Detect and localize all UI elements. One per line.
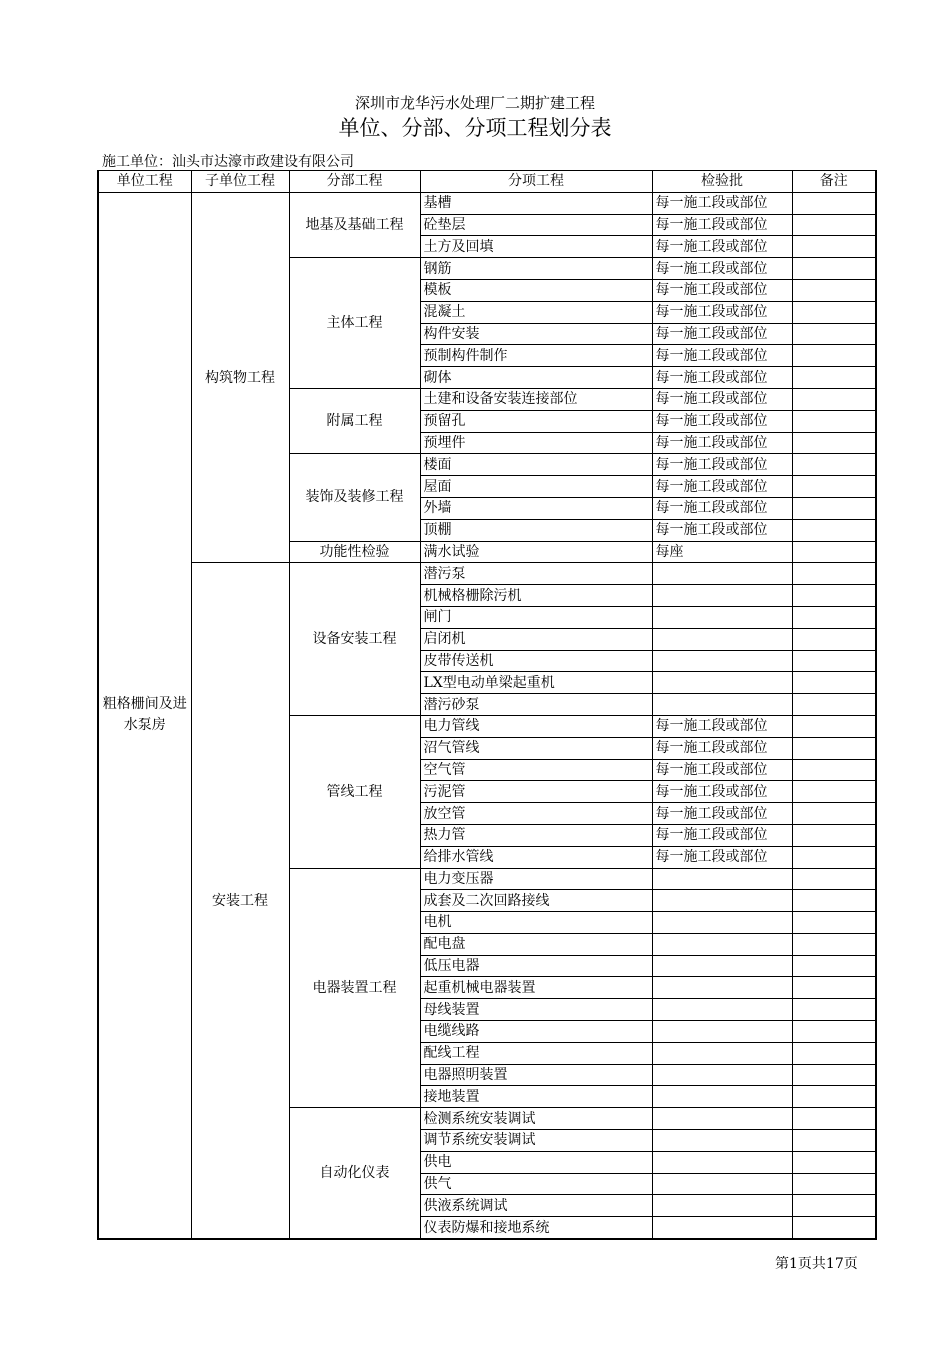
header-cell: 备注 (792, 171, 876, 193)
unit-project-cell: 粗格栅间及进水泵房 (98, 192, 191, 1239)
division-cell: 功能性检验 (289, 541, 420, 563)
remark-cell (792, 999, 876, 1021)
table-row (98, 563, 876, 585)
remark-cell (792, 694, 876, 716)
sub-item-cell: 放空管 (420, 803, 652, 825)
remark-cell (792, 781, 876, 803)
remark-cell (792, 519, 876, 541)
inspection-batch-cell (652, 1151, 792, 1173)
inspection-batch-cell (652, 933, 792, 955)
remark-cell (792, 824, 876, 846)
inspection-batch-cell (652, 1195, 792, 1217)
sub-item-cell: 预制构件制作 (420, 345, 652, 367)
header-cell: 分项工程 (420, 171, 652, 193)
remark-cell (792, 541, 876, 563)
remark-cell (792, 1130, 876, 1152)
sub-item-cell: 电机 (420, 912, 652, 934)
remark-cell (792, 1151, 876, 1173)
remark-cell (792, 606, 876, 628)
inspection-batch-cell (652, 585, 792, 607)
sub-unit-cell: 构筑物工程 (191, 192, 289, 563)
inspection-batch-cell (652, 606, 792, 628)
sub-item-cell: 顶棚 (420, 519, 652, 541)
sub-item-cell: 接地装置 (420, 1086, 652, 1108)
remark-cell (792, 258, 876, 280)
sub-item-cell: 启闭机 (420, 628, 652, 650)
inspection-batch-cell: 每一施工段或部位 (652, 846, 792, 868)
inspection-batch-cell (652, 955, 792, 977)
inspection-batch-cell (652, 912, 792, 934)
inspection-batch-cell (652, 628, 792, 650)
sub-item-cell: 供液系统调试 (420, 1195, 652, 1217)
sub-item-cell: 配电盘 (420, 933, 652, 955)
inspection-batch-cell (652, 1042, 792, 1064)
remark-cell (792, 1042, 876, 1064)
remark-cell (792, 672, 876, 694)
inspection-batch-cell (652, 868, 792, 890)
sub-item-cell: 预埋件 (420, 432, 652, 454)
remark-cell (792, 192, 876, 214)
document-title: 单位、分部、分项工程划分表 (338, 116, 612, 140)
sub-item-cell: 楼面 (420, 454, 652, 476)
inspection-batch-cell: 每一施工段或部位 (652, 367, 792, 389)
inspection-batch-cell: 每一施工段或部位 (652, 824, 792, 846)
sub-item-cell: 钢筋 (420, 258, 652, 280)
table-header-row (98, 171, 876, 193)
contractor-label: 施工单位：汕头市达濠市政建设有限公司 (102, 154, 354, 170)
division-cell: 自动化仪表 (289, 1108, 420, 1239)
sub-item-cell: 外墙 (420, 497, 652, 519)
sub-item-cell: 混凝土 (420, 301, 652, 323)
remark-cell (792, 410, 876, 432)
remark-cell (792, 214, 876, 236)
inspection-batch-cell (652, 563, 792, 585)
inspection-batch-cell: 每一施工段或部位 (652, 192, 792, 214)
inspection-batch-cell (652, 977, 792, 999)
remark-cell (792, 1064, 876, 1086)
inspection-batch-cell (652, 1217, 792, 1239)
sub-item-cell: 沼气管线 (420, 737, 652, 759)
remark-cell (792, 912, 876, 934)
remark-cell (792, 1108, 876, 1130)
sub-item-cell: 砌体 (420, 367, 652, 389)
sub-item-cell: 满水试验 (420, 541, 652, 563)
remark-cell (792, 1195, 876, 1217)
sub-item-cell: 起重机械电器装置 (420, 977, 652, 999)
header-cell: 子单位工程 (191, 171, 289, 193)
sub-item-cell: 电力管线 (420, 715, 652, 737)
inspection-batch-cell: 每一施工段或部位 (652, 323, 792, 345)
sub-item-cell: 潜污泵 (420, 563, 652, 585)
remark-cell (792, 367, 876, 389)
remark-cell (792, 759, 876, 781)
inspection-batch-cell: 每一施工段或部位 (652, 781, 792, 803)
remark-cell (792, 955, 876, 977)
inspection-batch-cell (652, 890, 792, 912)
remark-cell (792, 933, 876, 955)
inspection-batch-cell: 每一施工段或部位 (652, 388, 792, 410)
sub-item-cell: 供电 (420, 1151, 652, 1173)
sub-item-cell: 供气 (420, 1173, 652, 1195)
header-cell: 分部工程 (289, 171, 420, 193)
inspection-batch-cell: 每一施工段或部位 (652, 715, 792, 737)
inspection-batch-cell: 每一施工段或部位 (652, 519, 792, 541)
inspection-batch-cell: 每一施工段或部位 (652, 301, 792, 323)
remark-cell (792, 628, 876, 650)
remark-cell (792, 497, 876, 519)
remark-cell (792, 977, 876, 999)
sub-item-cell: 仪表防爆和接地系统 (420, 1217, 652, 1239)
project-title: 深圳市龙华污水处理厂二期扩建工程 (354, 94, 595, 112)
sub-item-cell: 污泥管 (420, 781, 652, 803)
sub-item-cell: 母线装置 (420, 999, 652, 1021)
division-cell: 附属工程 (289, 388, 420, 453)
inspection-batch-cell: 每一施工段或部位 (652, 497, 792, 519)
division-cell: 装饰及装修工程 (289, 454, 420, 541)
remark-cell (792, 279, 876, 301)
page-number: 第1页共17页 (775, 1256, 858, 1272)
sub-item-cell: 电器照明装置 (420, 1064, 652, 1086)
remark-cell (792, 236, 876, 258)
inspection-batch-cell (652, 1130, 792, 1152)
sub-item-cell: 配线工程 (420, 1042, 652, 1064)
division-cell: 地基及基础工程 (289, 192, 420, 257)
remark-cell (792, 476, 876, 498)
table-row (98, 192, 876, 214)
table-body (98, 192, 876, 1239)
remark-cell (792, 454, 876, 476)
sub-item-cell: 土方及回填 (420, 236, 652, 258)
inspection-batch-cell: 每一施工段或部位 (652, 214, 792, 236)
inspection-batch-cell: 每一施工段或部位 (652, 432, 792, 454)
remark-cell (792, 737, 876, 759)
inspection-batch-cell (652, 999, 792, 1021)
inspection-batch-cell: 每一施工段或部位 (652, 236, 792, 258)
remark-cell (792, 388, 876, 410)
remark-cell (792, 1021, 876, 1043)
inspection-batch-cell (652, 1108, 792, 1130)
inspection-batch-cell: 每一施工段或部位 (652, 410, 792, 432)
sub-item-cell: 构件安装 (420, 323, 652, 345)
division-table (97, 170, 877, 1240)
sub-item-cell: 检测系统安装调试 (420, 1108, 652, 1130)
sub-item-cell: 调节系统安装调试 (420, 1130, 652, 1152)
remark-cell (792, 1086, 876, 1108)
sub-item-cell: 预留孔 (420, 410, 652, 432)
header-cell: 单位工程 (98, 171, 191, 193)
inspection-batch-cell: 每一施工段或部位 (652, 279, 792, 301)
division-cell: 主体工程 (289, 258, 420, 389)
sub-item-cell: 土建和设备安装连接部位 (420, 388, 652, 410)
remark-cell (792, 650, 876, 672)
sub-item-cell: 屋面 (420, 476, 652, 498)
remark-cell (792, 585, 876, 607)
inspection-batch-cell (652, 672, 792, 694)
inspection-batch-cell (652, 1173, 792, 1195)
sub-item-cell: 闸门 (420, 606, 652, 628)
remark-cell (792, 345, 876, 367)
inspection-batch-cell: 每一施工段或部位 (652, 759, 792, 781)
remark-cell (792, 890, 876, 912)
inspection-batch-cell (652, 650, 792, 672)
inspection-batch-cell: 每一施工段或部位 (652, 803, 792, 825)
sub-item-cell: 机械格栅除污机 (420, 585, 652, 607)
inspection-batch-cell: 每一施工段或部位 (652, 454, 792, 476)
sub-item-cell: 给排水管线 (420, 846, 652, 868)
remark-cell (792, 1173, 876, 1195)
inspection-batch-cell (652, 1021, 792, 1043)
remark-cell (792, 868, 876, 890)
remark-cell (792, 846, 876, 868)
sub-item-cell: 电力变压器 (420, 868, 652, 890)
inspection-batch-cell (652, 1064, 792, 1086)
inspection-batch-cell: 每一施工段或部位 (652, 345, 792, 367)
inspection-batch-cell (652, 694, 792, 716)
sub-item-cell: 热力管 (420, 824, 652, 846)
inspection-batch-cell: 每一施工段或部位 (652, 258, 792, 280)
sub-item-cell: 空气管 (420, 759, 652, 781)
remark-cell (792, 323, 876, 345)
sub-item-cell: 皮带传送机 (420, 650, 652, 672)
sub-item-cell: 成套及二次回路接线 (420, 890, 652, 912)
sub-unit-cell: 安装工程 (191, 563, 289, 1239)
sub-item-cell: 砼垫层 (420, 214, 652, 236)
remark-cell (792, 301, 876, 323)
remark-cell (792, 715, 876, 737)
remark-cell (792, 803, 876, 825)
inspection-batch-cell (652, 1086, 792, 1108)
division-cell: 设备安装工程 (289, 563, 420, 716)
division-cell: 电器装置工程 (289, 868, 420, 1108)
inspection-batch-cell: 每一施工段或部位 (652, 737, 792, 759)
inspection-batch-cell: 每座 (652, 541, 792, 563)
division-cell: 管线工程 (289, 715, 420, 868)
remark-cell (792, 432, 876, 454)
sub-item-cell: LX型电动单梁起重机 (420, 672, 652, 694)
sub-item-cell: 电缆线路 (420, 1021, 652, 1043)
sub-item-cell: 低压电器 (420, 955, 652, 977)
inspection-batch-cell: 每一施工段或部位 (652, 476, 792, 498)
remark-cell (792, 563, 876, 585)
sub-item-cell: 模板 (420, 279, 652, 301)
header-cell: 检验批 (652, 171, 792, 193)
sub-item-cell: 基槽 (420, 192, 652, 214)
sub-item-cell: 潜污砂泵 (420, 694, 652, 716)
remark-cell (792, 1217, 876, 1239)
